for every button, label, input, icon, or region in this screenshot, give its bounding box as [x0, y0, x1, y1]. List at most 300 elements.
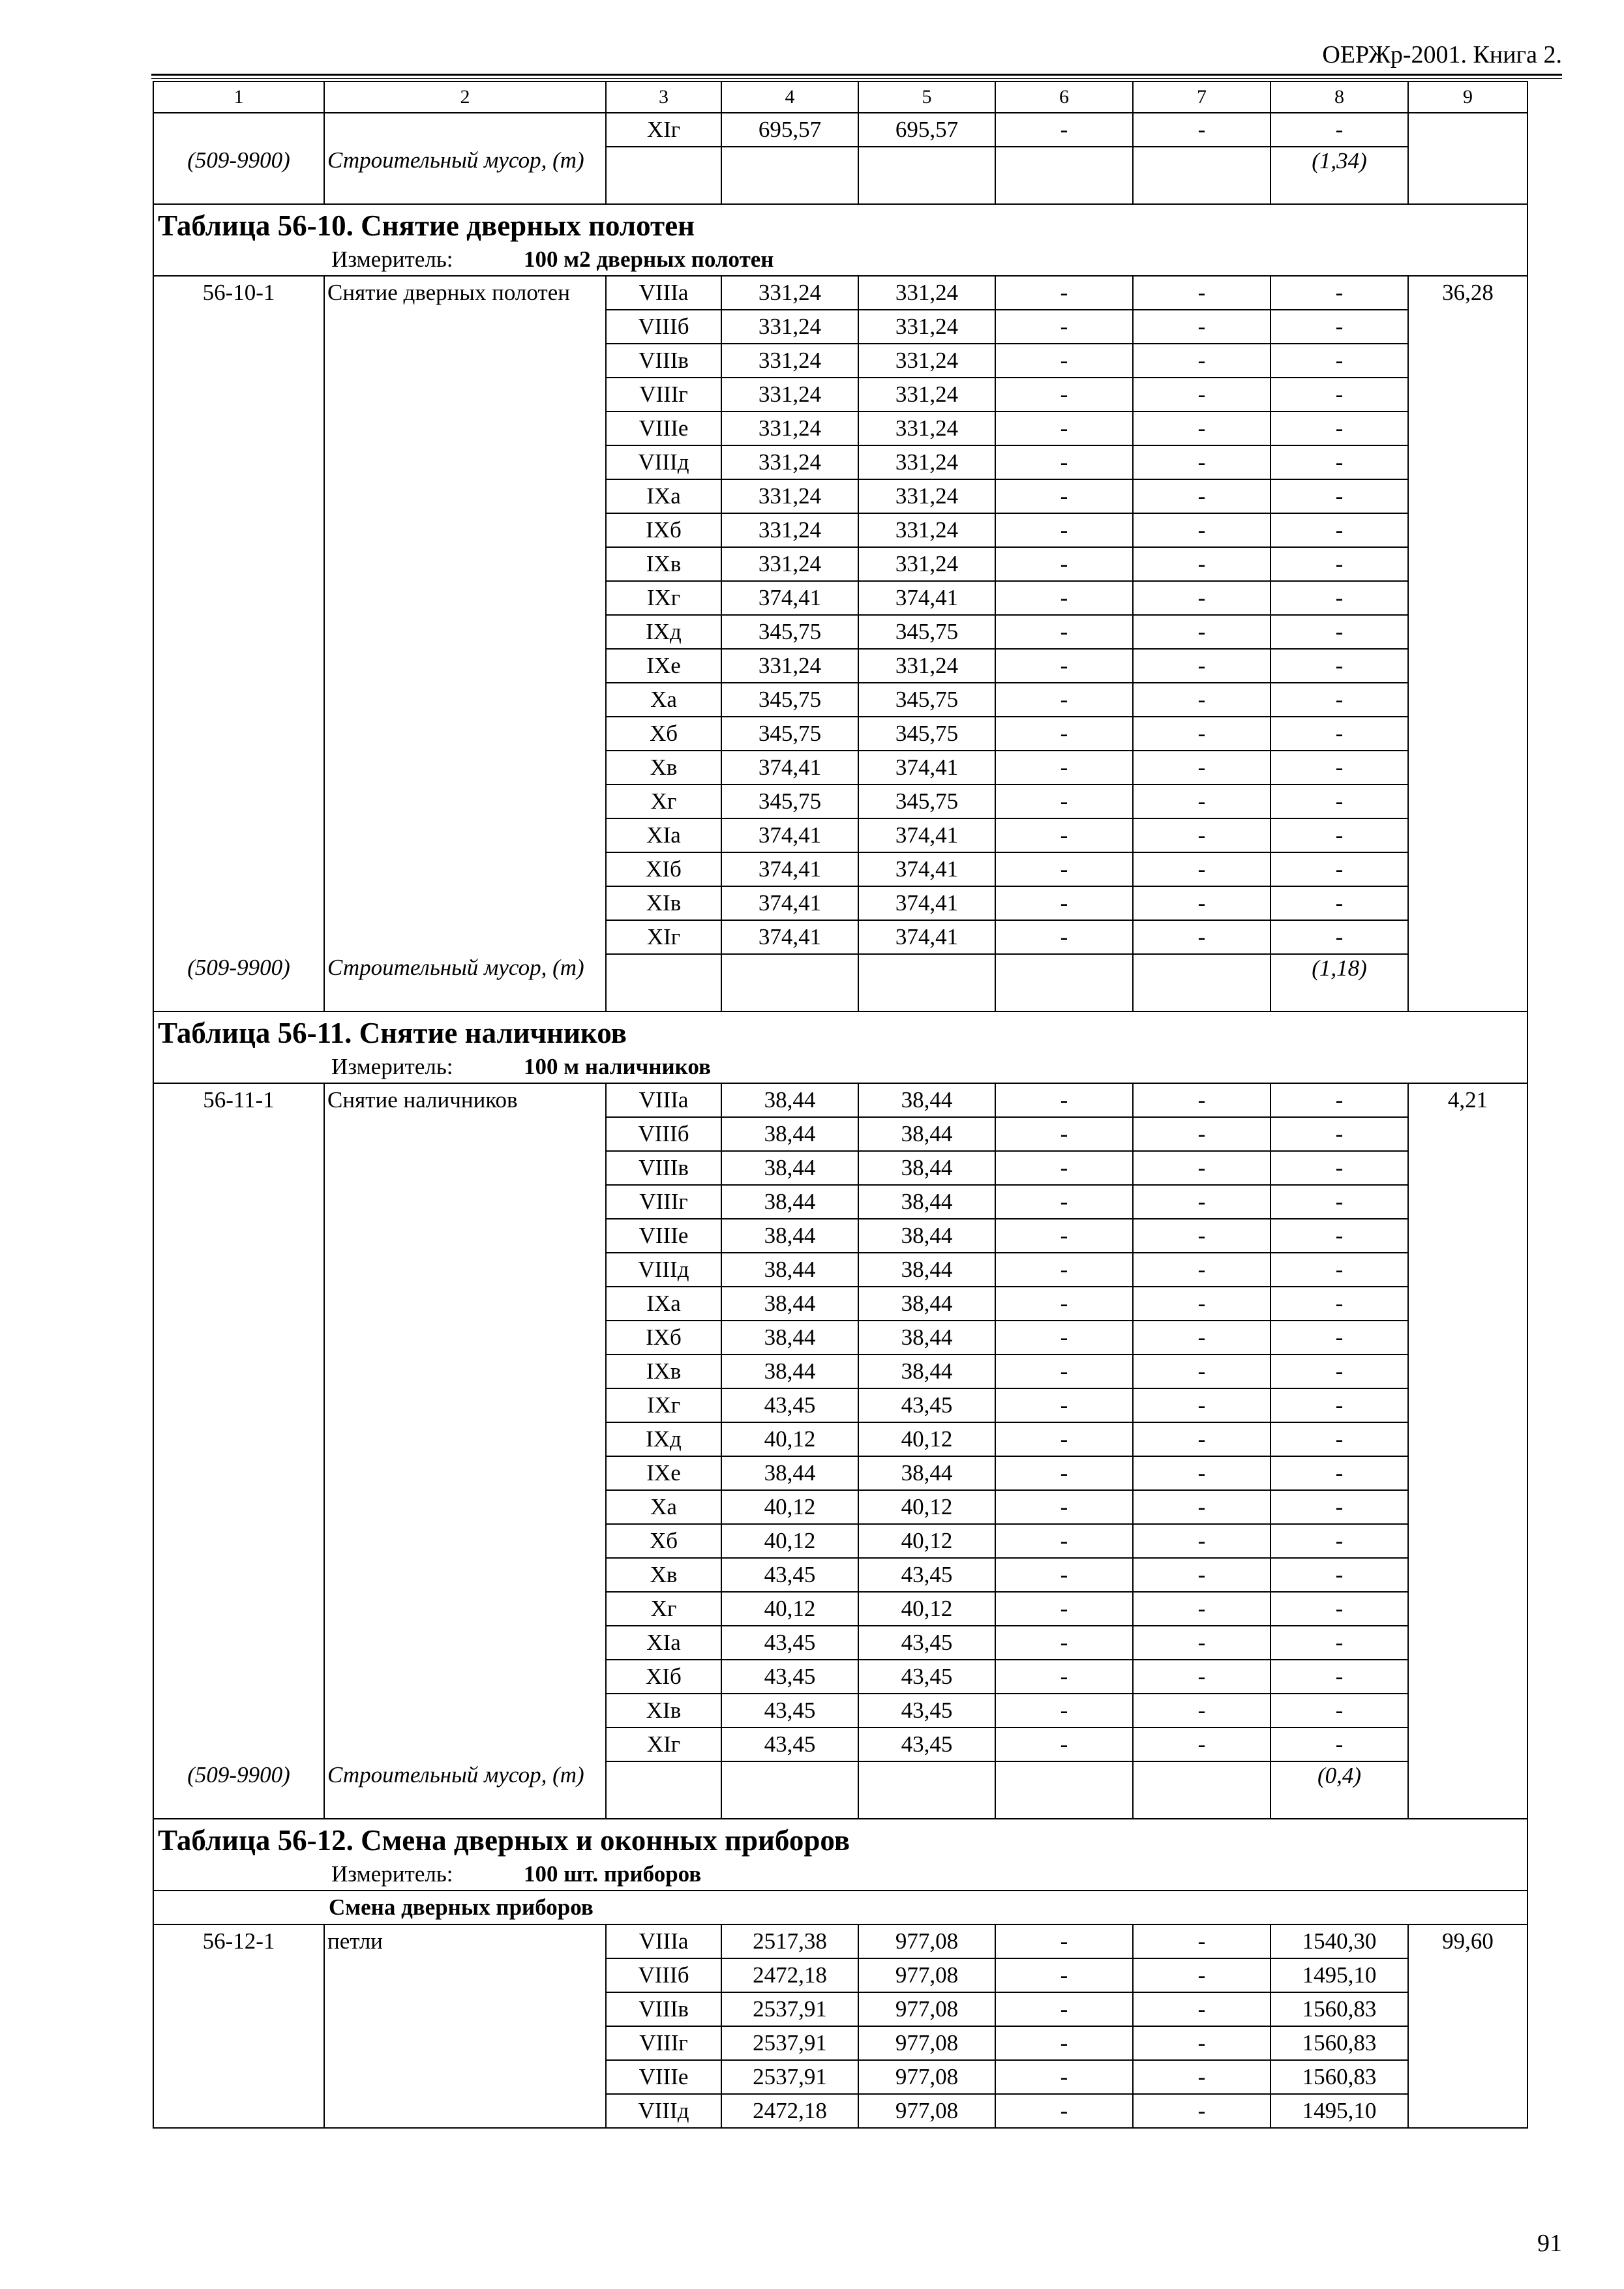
labor-cost-cell — [1408, 785, 1527, 818]
value-cell: - — [995, 547, 1133, 581]
rate-code-cell — [153, 1287, 324, 1321]
labor-cost-cell — [1408, 1592, 1527, 1626]
work-name-cell — [324, 1694, 606, 1728]
value-cell: - — [995, 1958, 1133, 1992]
work-name-cell — [324, 1592, 606, 1626]
value-cell: 38,44 — [858, 1287, 995, 1321]
value-cell: IXа — [606, 1287, 721, 1321]
value-cell: - — [1133, 1354, 1271, 1388]
value-cell: - — [995, 2026, 1133, 2060]
value-cell: - — [1133, 683, 1271, 717]
value-cell: VIIIд — [606, 1253, 721, 1287]
work-name-cell — [324, 113, 606, 147]
value-cell: 331,24 — [858, 344, 995, 378]
value-cell: IXе — [606, 1456, 721, 1490]
labor-cost-cell — [1408, 445, 1527, 479]
value-cell: 374,41 — [858, 818, 995, 852]
value-cell: 345,75 — [858, 717, 995, 751]
value-cell: - — [1133, 276, 1271, 310]
value-cell: VIIIе — [606, 411, 721, 445]
labor-cost-cell — [1408, 1354, 1527, 1388]
value-cell: - — [995, 276, 1133, 310]
value-cell: 374,41 — [858, 581, 995, 615]
value-cell: 38,44 — [721, 1321, 858, 1354]
work-name-cell — [324, 479, 606, 513]
table-row — [153, 1287, 1527, 1321]
value-cell: 374,41 — [721, 751, 858, 785]
value-cell: VIIIг — [606, 378, 721, 411]
rate-code-cell — [153, 818, 324, 852]
value-cell: 40,12 — [721, 1490, 858, 1524]
header-rule — [151, 74, 1562, 76]
value-cell: - — [995, 1626, 1133, 1660]
labor-cost-cell — [1408, 852, 1527, 886]
unit-value: 100 м2 дверных полотен — [524, 247, 774, 272]
value-cell: - — [1271, 1524, 1408, 1558]
debris-row — [153, 954, 1527, 1011]
work-name-cell — [324, 1660, 606, 1694]
table-row — [153, 411, 1527, 445]
table-row — [153, 1490, 1527, 1524]
value-cell: 43,45 — [858, 1660, 995, 1694]
value-cell: - — [1133, 1524, 1271, 1558]
table-row — [153, 1728, 1527, 1761]
value-cell: 43,45 — [858, 1388, 995, 1422]
value-cell: - — [1133, 1694, 1271, 1728]
work-name-cell — [324, 1456, 606, 1490]
value-cell: 374,41 — [858, 886, 995, 920]
value-cell — [1133, 147, 1271, 204]
column-number: 9 — [1408, 82, 1527, 113]
rate-code-cell — [153, 649, 324, 683]
table-title: Таблица 56-10. Снятие дверных полотен — [153, 204, 1527, 247]
unit-row — [153, 1054, 1527, 1083]
value-cell: - — [995, 852, 1133, 886]
value-cell: - — [995, 1524, 1133, 1558]
value-cell: XIг — [606, 1728, 721, 1761]
column-number: 3 — [606, 82, 721, 113]
value-cell: 331,24 — [858, 479, 995, 513]
value-cell: - — [1133, 852, 1271, 886]
value-cell: - — [1271, 785, 1408, 818]
value-cell: - — [995, 1083, 1133, 1117]
work-name-cell — [324, 547, 606, 581]
value-cell: 43,45 — [721, 1388, 858, 1422]
value-cell — [995, 147, 1133, 204]
value-cell — [606, 1761, 721, 1819]
rate-code-cell — [153, 310, 324, 344]
table-row — [153, 615, 1527, 649]
table-row — [153, 1253, 1527, 1287]
labor-cost-cell — [1408, 2094, 1527, 2128]
value-cell: 38,44 — [858, 1354, 995, 1388]
value-cell: VIIIа — [606, 1924, 721, 1958]
labor-cost-cell — [1408, 1321, 1527, 1354]
value-cell: - — [1133, 1253, 1271, 1287]
labor-cost-cell: 36,28 — [1408, 276, 1527, 310]
unit-row — [153, 1861, 1527, 1891]
value-cell: - — [1271, 818, 1408, 852]
debris-code-cell: (509-9900) — [153, 954, 324, 1011]
rate-code-cell — [153, 1321, 324, 1354]
work-name-cell — [324, 1490, 606, 1524]
work-name-cell — [324, 649, 606, 683]
value-cell: - — [1271, 1490, 1408, 1524]
labor-cost-cell — [1408, 818, 1527, 852]
value-cell: - — [995, 513, 1133, 547]
rate-code-cell — [153, 378, 324, 411]
labor-cost-cell — [1408, 378, 1527, 411]
value-cell — [995, 954, 1133, 1011]
value-cell: - — [1133, 1117, 1271, 1151]
value-cell: VIIIг — [606, 2026, 721, 2060]
table-row — [153, 852, 1527, 886]
rate-code-cell — [153, 1958, 324, 1992]
work-name-cell — [324, 751, 606, 785]
value-cell: 38,44 — [721, 1253, 858, 1287]
table-row — [153, 751, 1527, 785]
work-name-cell — [324, 378, 606, 411]
table-row — [153, 1354, 1527, 1388]
labor-cost-cell — [1408, 513, 1527, 547]
table-row — [153, 113, 1527, 147]
value-cell: - — [1271, 276, 1408, 310]
value-cell: 38,44 — [721, 1185, 858, 1219]
value-cell: - — [1133, 649, 1271, 683]
value-cell: IXб — [606, 1321, 721, 1354]
value-cell: 43,45 — [721, 1558, 858, 1592]
value-cell: IXд — [606, 615, 721, 649]
labor-cost-cell — [1408, 310, 1527, 344]
value-cell: - — [1271, 1422, 1408, 1456]
debris-value-cell: (0,4) — [1271, 1761, 1408, 1819]
subsection-row — [153, 1891, 1527, 1924]
table-row — [153, 818, 1527, 852]
value-cell: - — [1133, 615, 1271, 649]
rate-code-cell — [153, 479, 324, 513]
rate-code-cell — [153, 1456, 324, 1490]
table-row — [153, 1219, 1527, 1253]
work-name-cell — [324, 1151, 606, 1185]
column-number: 1 — [153, 82, 324, 113]
work-name-cell — [324, 1626, 606, 1660]
table-row — [153, 1992, 1527, 2026]
value-cell: VIIIг — [606, 1185, 721, 1219]
value-cell: 331,24 — [721, 649, 858, 683]
column-number: 4 — [721, 82, 858, 113]
value-cell: 40,12 — [858, 1422, 995, 1456]
value-cell: XIб — [606, 852, 721, 886]
value-cell: 695,57 — [721, 113, 858, 147]
value-cell — [606, 954, 721, 1011]
table-row — [153, 920, 1527, 954]
value-cell: - — [995, 1694, 1133, 1728]
value-cell: - — [1133, 113, 1271, 147]
value-cell: - — [995, 751, 1133, 785]
value-cell: XIб — [606, 1660, 721, 1694]
value-cell: - — [1271, 547, 1408, 581]
value-cell: 1540,30 — [1271, 1924, 1408, 1958]
debris-name-cell: Строительный мусор, (т) — [324, 954, 606, 1011]
value-cell: - — [995, 344, 1133, 378]
value-cell: 331,24 — [858, 547, 995, 581]
table-row — [153, 1626, 1527, 1660]
value-cell: - — [995, 1185, 1133, 1219]
value-cell: - — [1133, 1626, 1271, 1660]
value-cell: 374,41 — [721, 920, 858, 954]
value-cell — [721, 954, 858, 1011]
value-cell: - — [1133, 1321, 1271, 1354]
value-cell: VIIIд — [606, 445, 721, 479]
unit-cell — [153, 247, 1527, 276]
work-name-cell — [324, 683, 606, 717]
work-name-cell — [324, 1219, 606, 1253]
work-name-cell — [324, 1558, 606, 1592]
value-cell: 331,24 — [721, 378, 858, 411]
work-name-cell — [324, 1117, 606, 1151]
table-row — [153, 1558, 1527, 1592]
column-number: 7 — [1133, 82, 1271, 113]
work-name-cell — [324, 2060, 606, 2094]
value-cell: XIг — [606, 113, 721, 147]
value-cell: - — [995, 113, 1133, 147]
table-row — [153, 649, 1527, 683]
value-cell: VIIIв — [606, 344, 721, 378]
value-cell: 1495,10 — [1271, 2094, 1408, 2128]
value-cell: 331,24 — [721, 276, 858, 310]
value-cell: 40,12 — [721, 1422, 858, 1456]
value-cell: - — [995, 310, 1133, 344]
table-title: Таблица 56-12. Смена дверных и оконных приборов — [153, 1819, 1527, 1861]
value-cell: - — [1133, 785, 1271, 818]
table-title-row — [153, 1819, 1527, 1861]
work-name-cell — [324, 1354, 606, 1388]
rate-code-cell — [153, 445, 324, 479]
value-cell: IXв — [606, 547, 721, 581]
table-row — [153, 310, 1527, 344]
value-cell: - — [995, 920, 1133, 954]
value-cell — [995, 1761, 1133, 1819]
work-name-cell — [324, 1524, 606, 1558]
value-cell: 38,44 — [858, 1117, 995, 1151]
value-cell: VIIIб — [606, 1117, 721, 1151]
labor-cost-cell — [1408, 1728, 1527, 1761]
table-row — [153, 1185, 1527, 1219]
table-row — [153, 1694, 1527, 1728]
labor-cost-cell — [1408, 886, 1527, 920]
value-cell: - — [995, 1456, 1133, 1490]
value-cell: - — [995, 411, 1133, 445]
value-cell: - — [1271, 479, 1408, 513]
labor-cost-cell — [1408, 920, 1527, 954]
header-rule-thin — [151, 78, 1562, 79]
value-cell: 374,41 — [858, 751, 995, 785]
table-row — [153, 1151, 1527, 1185]
value-cell: - — [1133, 1558, 1271, 1592]
value-cell: - — [1133, 378, 1271, 411]
value-cell: 2472,18 — [721, 2094, 858, 2128]
value-cell: - — [1133, 1287, 1271, 1321]
value-cell: 374,41 — [721, 818, 858, 852]
value-cell: - — [995, 1151, 1133, 1185]
value-cell: VIIIб — [606, 310, 721, 344]
value-cell: - — [1271, 717, 1408, 751]
labor-cost-cell — [1408, 954, 1527, 1011]
work-name-cell — [324, 886, 606, 920]
table-row — [153, 1117, 1527, 1151]
value-cell: - — [1133, 310, 1271, 344]
value-cell: - — [995, 886, 1133, 920]
work-name-cell — [324, 411, 606, 445]
value-cell: - — [1271, 1558, 1408, 1592]
work-name-cell — [324, 1422, 606, 1456]
table-row — [153, 886, 1527, 920]
rate-code-cell — [153, 411, 324, 445]
value-cell: 331,24 — [721, 344, 858, 378]
value-cell: - — [995, 1253, 1133, 1287]
value-cell — [1133, 1761, 1271, 1819]
labor-cost-cell — [1408, 1626, 1527, 1660]
value-cell: 977,08 — [858, 2060, 995, 2094]
value-cell: - — [995, 785, 1133, 818]
value-cell: - — [1271, 581, 1408, 615]
rate-code-cell — [153, 2060, 324, 2094]
work-name-cell: Снятие дверных полотен — [324, 276, 606, 310]
work-name-cell — [324, 920, 606, 954]
value-cell: - — [1271, 445, 1408, 479]
labor-cost-cell — [1408, 1992, 1527, 2026]
table-row — [153, 581, 1527, 615]
table-row — [153, 378, 1527, 411]
value-cell: Xа — [606, 683, 721, 717]
value-cell: - — [1133, 1388, 1271, 1422]
labor-cost-cell — [1408, 581, 1527, 615]
value-cell: - — [1271, 1626, 1408, 1660]
value-cell: - — [1271, 1388, 1408, 1422]
value-cell: 331,24 — [858, 445, 995, 479]
rates-table — [153, 81, 1528, 2129]
rate-code-cell — [153, 344, 324, 378]
work-name-cell: петли — [324, 1924, 606, 1958]
value-cell: - — [1133, 1185, 1271, 1219]
value-cell: 38,44 — [858, 1083, 995, 1117]
work-name-cell — [324, 2094, 606, 2128]
rate-code-cell — [153, 547, 324, 581]
unit-label: Измеритель: — [331, 1054, 453, 1079]
labor-cost-cell — [1408, 1287, 1527, 1321]
value-cell: - — [1133, 1151, 1271, 1185]
table-title: Таблица 56-11. Снятие наличников — [153, 1011, 1527, 1054]
value-cell: 345,75 — [858, 785, 995, 818]
value-cell: 38,44 — [858, 1456, 995, 1490]
unit-label: Измеритель: — [331, 247, 453, 272]
work-name-cell — [324, 785, 606, 818]
value-cell: Xв — [606, 1558, 721, 1592]
rate-code-cell: 56-10-1 — [153, 276, 324, 310]
value-cell: - — [1271, 1185, 1408, 1219]
work-name-cell — [324, 1958, 606, 1992]
value-cell: 331,24 — [858, 276, 995, 310]
value-cell: 331,24 — [721, 547, 858, 581]
debris-name-cell: Строительный мусор, (т) — [324, 1761, 606, 1819]
value-cell: - — [995, 1287, 1133, 1321]
value-cell: 43,45 — [858, 1694, 995, 1728]
unit-cell — [153, 1861, 1527, 1891]
table-row — [153, 2094, 1527, 2128]
value-cell: Xа — [606, 1490, 721, 1524]
unit-label: Измеритель: — [331, 1861, 453, 1887]
value-cell: - — [1271, 615, 1408, 649]
value-cell: 43,45 — [858, 1728, 995, 1761]
value-cell: 40,12 — [721, 1524, 858, 1558]
value-cell: - — [995, 1219, 1133, 1253]
table-row — [153, 1524, 1527, 1558]
rate-code-cell — [153, 886, 324, 920]
rate-code-cell — [153, 1354, 324, 1388]
rate-code-cell — [153, 785, 324, 818]
value-cell: - — [1133, 2060, 1271, 2094]
value-cell: - — [995, 1117, 1133, 1151]
value-cell: 345,75 — [858, 683, 995, 717]
labor-cost-cell: 99,60 — [1408, 1924, 1527, 1958]
value-cell: XIа — [606, 818, 721, 852]
value-cell: - — [1133, 2026, 1271, 2060]
value-cell: VIIIд — [606, 2094, 721, 2128]
work-name-cell — [324, 615, 606, 649]
work-name-cell — [324, 1287, 606, 1321]
column-number: 2 — [324, 82, 606, 113]
value-cell: - — [1271, 310, 1408, 344]
labor-cost-cell — [1408, 1660, 1527, 1694]
rate-code-cell — [153, 1185, 324, 1219]
value-cell: 1560,83 — [1271, 1992, 1408, 2026]
value-cell: - — [995, 1924, 1133, 1958]
rate-code-cell — [153, 1253, 324, 1287]
value-cell: 43,45 — [721, 1694, 858, 1728]
work-name-cell — [324, 310, 606, 344]
value-cell: VIIIв — [606, 1151, 721, 1185]
work-name-cell — [324, 513, 606, 547]
rate-code-cell — [153, 113, 324, 147]
value-cell: VIIIе — [606, 1219, 721, 1253]
labor-cost-cell — [1408, 649, 1527, 683]
value-cell: - — [1133, 1992, 1271, 2026]
labor-cost-cell — [1408, 1422, 1527, 1456]
labor-cost-cell — [1408, 717, 1527, 751]
value-cell: 374,41 — [721, 886, 858, 920]
table-row — [153, 1422, 1527, 1456]
rate-code-cell — [153, 581, 324, 615]
labor-cost-cell — [1408, 1388, 1527, 1422]
rate-code-cell — [153, 1490, 324, 1524]
table-row — [153, 1958, 1527, 1992]
work-name-cell — [324, 852, 606, 886]
value-cell: 38,44 — [721, 1354, 858, 1388]
value-cell: - — [995, 2094, 1133, 2128]
value-cell: - — [995, 818, 1133, 852]
value-cell: 2537,91 — [721, 2026, 858, 2060]
value-cell: 345,75 — [721, 717, 858, 751]
work-name-cell — [324, 818, 606, 852]
rate-code-cell — [153, 1728, 324, 1761]
value-cell: - — [995, 2060, 1133, 2094]
value-cell: 331,24 — [721, 513, 858, 547]
value-cell — [858, 954, 995, 1011]
rate-code-cell — [153, 1592, 324, 1626]
debris-name-cell: Строительный мусор, (т) — [324, 147, 606, 204]
labor-cost-cell — [1408, 2026, 1527, 2060]
value-cell: Xв — [606, 751, 721, 785]
